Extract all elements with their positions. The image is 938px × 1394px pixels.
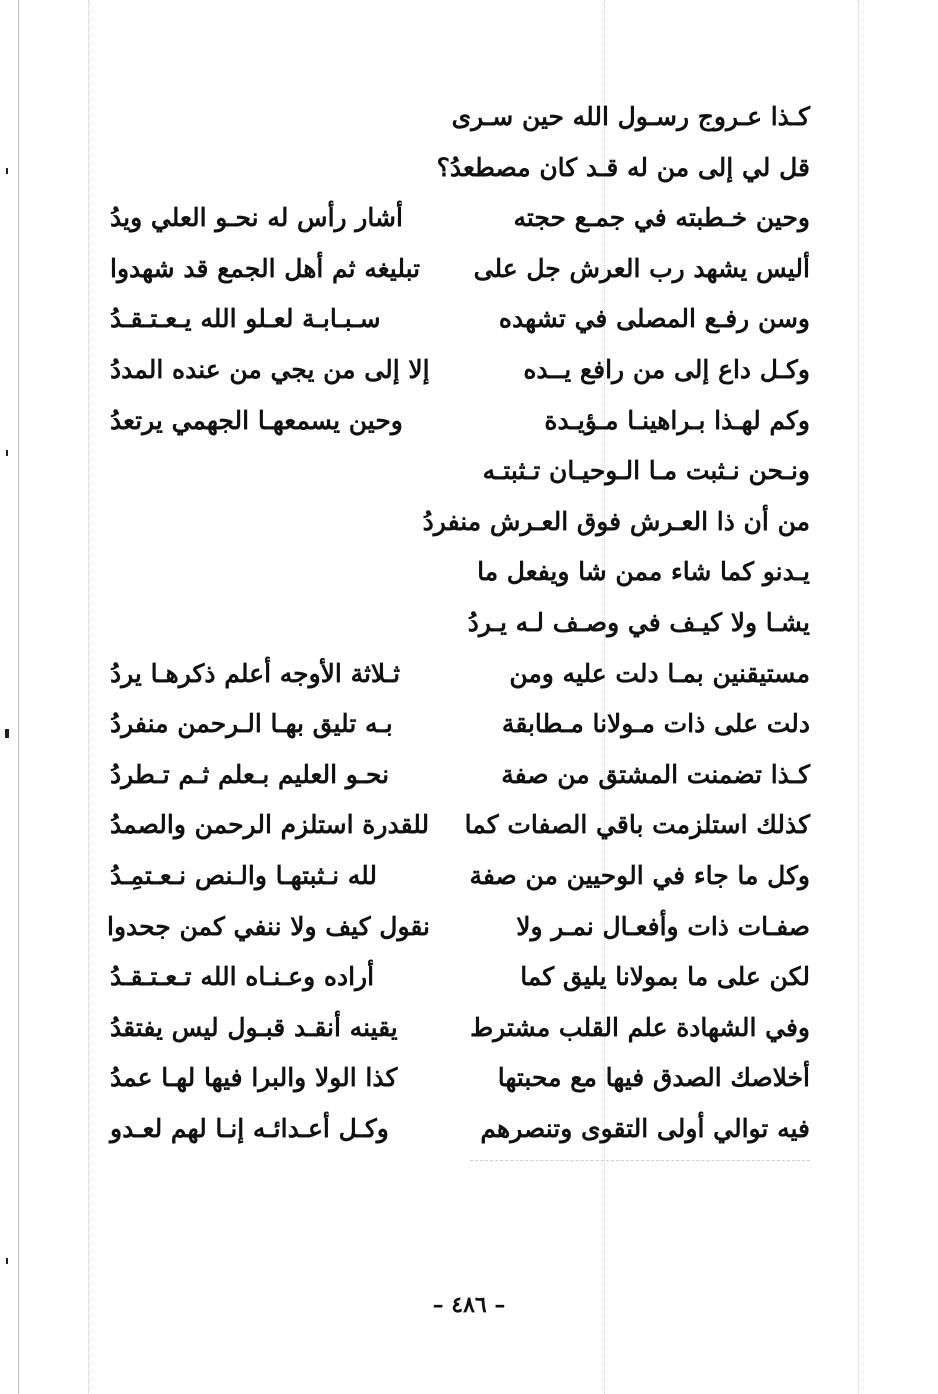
fold-guide-left bbox=[88, 0, 89, 1394]
verse-pair bbox=[110, 800, 810, 851]
verse-text: كـذا عـروج رسـول الله حين سـرى bbox=[451, 102, 810, 131]
edge-mark-4 bbox=[6, 1258, 8, 1264]
verse-second-hemistich: لله نـثبتهـا والـنص نـعـتمِـدُ bbox=[110, 860, 378, 890]
verse-first-hemistich: وفي الشهادة علم القلب مشترط bbox=[470, 1012, 810, 1042]
verse-first-hemistich: دلت على ذات مـولانا مـطابقة bbox=[501, 709, 810, 739]
verse-pair bbox=[110, 851, 810, 902]
verse-text: من أن ذا العـرش فوق العـرش منفردُ bbox=[422, 506, 810, 536]
verse-first-hemistich: أخلاصك الصدق فيها مع محبتها bbox=[497, 1063, 810, 1093]
poem bbox=[107, 92, 810, 1154]
verse-line bbox=[110, 547, 810, 598]
verse-first-hemistich: صفـات ذات وأفعـال نمـر ولا bbox=[516, 911, 810, 941]
verse-second-hemistich: وحين يسمعهـا الجهمي يرتعدُ bbox=[110, 405, 403, 435]
verse-pair bbox=[110, 750, 810, 801]
verse-second-hemistich: أراده وعـنـاه الله تـعـتـقـدُ bbox=[110, 962, 375, 992]
verse-pair bbox=[107, 902, 810, 953]
verse-pair bbox=[110, 1003, 810, 1054]
edge-mark-1 bbox=[6, 168, 8, 174]
verse-pair bbox=[110, 396, 810, 447]
verse-first-hemistich: وكـل داع إلى من رافع يــده bbox=[523, 354, 810, 384]
verse-first-hemistich: وسن رفـع المصلى في تشهده bbox=[498, 304, 810, 334]
verse-first-hemistich: وكل ما جاء في الوحيين من صفة bbox=[469, 860, 810, 890]
verse-first-hemistich: مستيقنين بمـا دلت عليه ومن bbox=[509, 658, 810, 688]
verse-pair bbox=[110, 1053, 810, 1104]
verse-pair bbox=[110, 345, 810, 396]
verse-line bbox=[110, 143, 810, 194]
verse-pair bbox=[110, 649, 810, 700]
verse-second-hemistich: سـبـابـة لعـلو الله يـعـتـقـدُ bbox=[110, 304, 381, 334]
verse-text: قل لي إلى من له قـد كان مصطعدُ؟ bbox=[436, 152, 810, 182]
verse-first-hemistich: لكن على ما بمولانا يليق كما bbox=[520, 962, 810, 992]
page-number: – ٤٨٦ – bbox=[432, 1292, 506, 1318]
verse-second-hemistich: بـه تليق بهـا الـرحمن منفردُ bbox=[110, 709, 393, 739]
verse-pair bbox=[110, 1104, 810, 1155]
verse-first-hemistich: وكم لهـذا بـراهينـا مـؤيـدة bbox=[544, 405, 810, 435]
verse-second-hemistich: وكـل أعـدائـه إنـا لهم لعـدو bbox=[110, 1113, 389, 1143]
verse-first-hemistich: أليس يشهد رب العرش جل على bbox=[473, 253, 810, 283]
verse-text: يـدنو كما شاء ممن شا ويفعل ما bbox=[477, 557, 810, 587]
verse-second-hemistich: أشار رأس له نحـو العلي ويدُ bbox=[110, 203, 403, 233]
verse-first-hemistich: كذلك استلزمت باقي الصفات كما bbox=[464, 810, 810, 840]
verse-pair bbox=[110, 294, 810, 345]
verse-second-hemistich: يقينه أنقـد قبـول ليس يفتقدُ bbox=[110, 1012, 398, 1042]
verse-line bbox=[110, 598, 810, 649]
verse-pair bbox=[110, 699, 810, 750]
fold-guide-bottom bbox=[470, 1160, 810, 1161]
verse-line bbox=[110, 497, 810, 548]
verse-first-hemistich: كـذا تضمنت المشتق من صفة bbox=[501, 759, 810, 789]
left-margin-rule bbox=[18, 0, 19, 1394]
verse-pair bbox=[110, 244, 810, 295]
verse-second-hemistich: نقول كيف ولا ننفي كمن جحدوا bbox=[107, 911, 430, 941]
verse-text: ونـحن نـثبت مـا الـوحيـان تـثبتـه bbox=[482, 456, 810, 486]
verse-second-hemistich: كذا الولا والبرا فيها لهـا عمدُ bbox=[110, 1063, 398, 1093]
verse-second-hemistich: إلا إلى من يجي من عنده المددُ bbox=[110, 354, 430, 384]
verse-line bbox=[110, 92, 810, 143]
verse-first-hemistich: فيه توالي أولى التقوى وتنصرهم bbox=[480, 1113, 810, 1143]
verse-first-hemistich: وحين خـطبته في جمـع حجته bbox=[513, 203, 810, 233]
edge-mark-3 bbox=[5, 729, 9, 738]
verse-text: يشـا ولا كيـف في وصـف لـه يـردُ bbox=[467, 607, 810, 637]
verse-second-hemistich: ثـلاثة الأوجه أعلم ذكرهـا يردُ bbox=[110, 658, 401, 688]
verse-second-hemistich: للقدرة استلزم الرحمن والصمدُ bbox=[110, 810, 430, 840]
edge-mark-2 bbox=[6, 450, 8, 456]
verse-second-hemistich: نحـو العليم بـعلم ثـم تـطردُ bbox=[110, 759, 390, 789]
verse-line bbox=[110, 446, 810, 497]
verse-pair bbox=[110, 952, 810, 1003]
verse-second-hemistich: تبليغه ثم أهل الجمع قد شهدوا bbox=[110, 253, 421, 283]
fold-guide-right bbox=[858, 0, 859, 1394]
verse-pair bbox=[110, 193, 810, 244]
